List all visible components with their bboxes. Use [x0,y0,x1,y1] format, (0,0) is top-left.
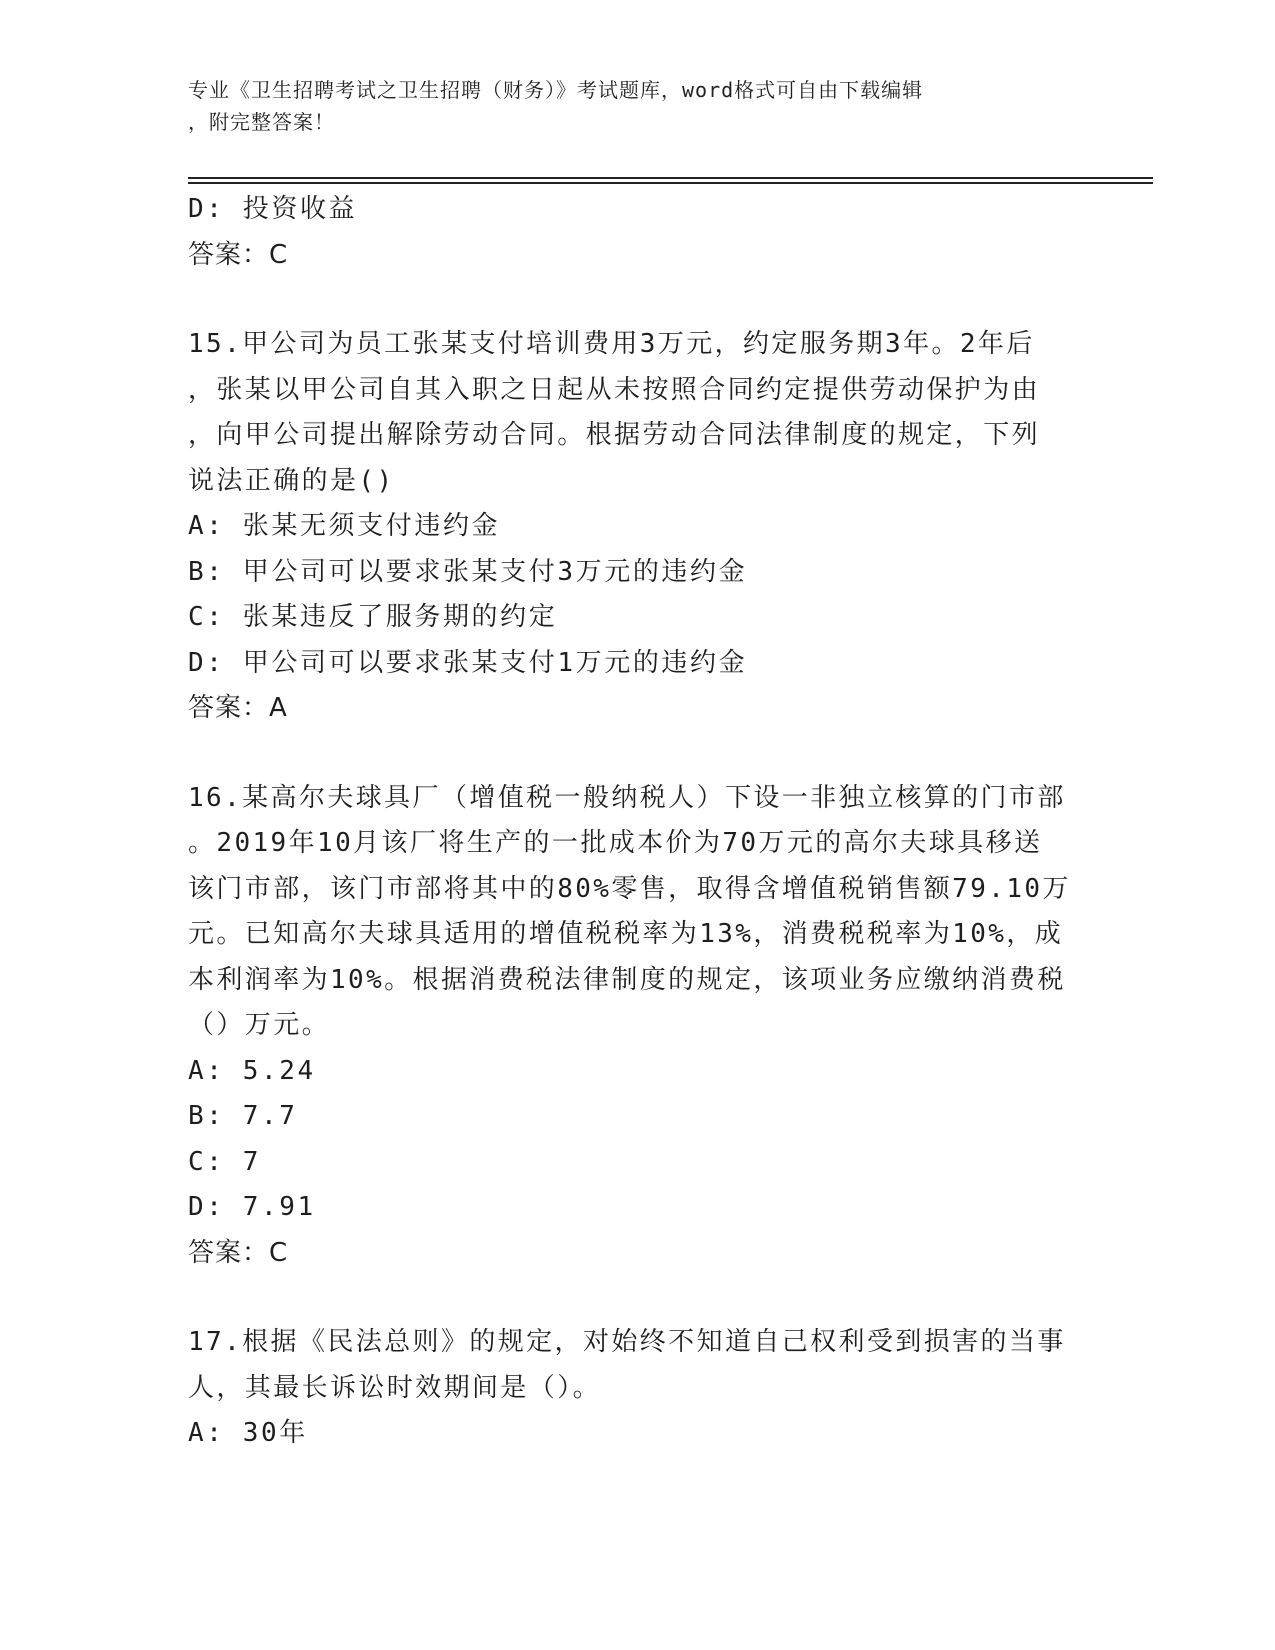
question-line: 本利润率为10%。根据消费税法律制度的规定，该项业务应缴纳消费税 [188,964,1066,995]
document-body [188,187,1088,1457]
option-a: A: 5.24 [188,1055,316,1086]
question-line: 。2019年10月该厂将生产的一批成本价为70万元的高尔夫球具移送 [188,828,1043,858]
header-line-1: 专业《卫生招聘考试之卫生招聘（财务）》考试题库，word格式可自由下载编辑 [188,78,924,102]
question-line: 说法正确的是() [188,465,395,496]
question-15 [188,322,1088,732]
option-b: B: 7.7 [188,1101,298,1131]
option-a: A: 张某无须支付违约金 [188,511,501,541]
prev-question-answer: 答案：C [188,239,289,270]
prev-question-option-d: D: 投资收益 [188,194,358,224]
option-b: B: 甲公司可以要求张某支付3万元的违约金 [188,556,748,587]
question-line: 15.甲公司为员工张某支付培训费用3万元，约定服务期3年。2年后 [188,329,1035,359]
header-line-2: ，附完整答案！ [188,110,335,134]
option-a: A: 30年 [188,1418,308,1448]
question-line: 人，其最长诉讼时效期间是（）。 [188,1372,602,1403]
spacer [188,278,1088,322]
spacer [188,1276,1088,1320]
question-17 [188,1320,1088,1457]
spacer [188,732,1088,776]
question-line: （）万元。 [188,1010,331,1040]
question-line: 16.某高尔夫球具厂（增值税一般纳税人）下设一非独立核算的门市部 [188,782,1066,813]
question-line: ，向甲公司提出解除劳动合同。根据劳动合同法律制度的规定，下列 [188,420,1041,450]
document-header [188,74,1078,138]
answer: 答案：C [188,1237,289,1268]
option-c: C: 7 [188,1146,262,1177]
question-16 [188,776,1088,1277]
answer: 答案：A [188,693,288,723]
header-divider-top [188,177,1153,179]
option-d: D: 甲公司可以要求张某支付1万元的违约金 [188,647,748,678]
question-line: 该门市部，该门市部将其中的80%零售，取得含增值税销售额79.10万 [188,873,1071,904]
question-line: ，张某以甲公司自其入职之日起从未按照合同约定提供劳动保护为由 [188,374,1041,405]
question-line: 元。已知高尔夫球具适用的增值税税率为13%，消费税税率为10%，成 [188,919,1064,949]
header-divider-bottom [188,182,1153,184]
option-d: D: 7.91 [188,1192,316,1222]
question-line: 17.根据《民法总则》的规定，对始终不知道自己权利受到损害的当事 [188,1327,1066,1357]
option-c: C: 张某违反了服务期的约定 [188,602,558,632]
